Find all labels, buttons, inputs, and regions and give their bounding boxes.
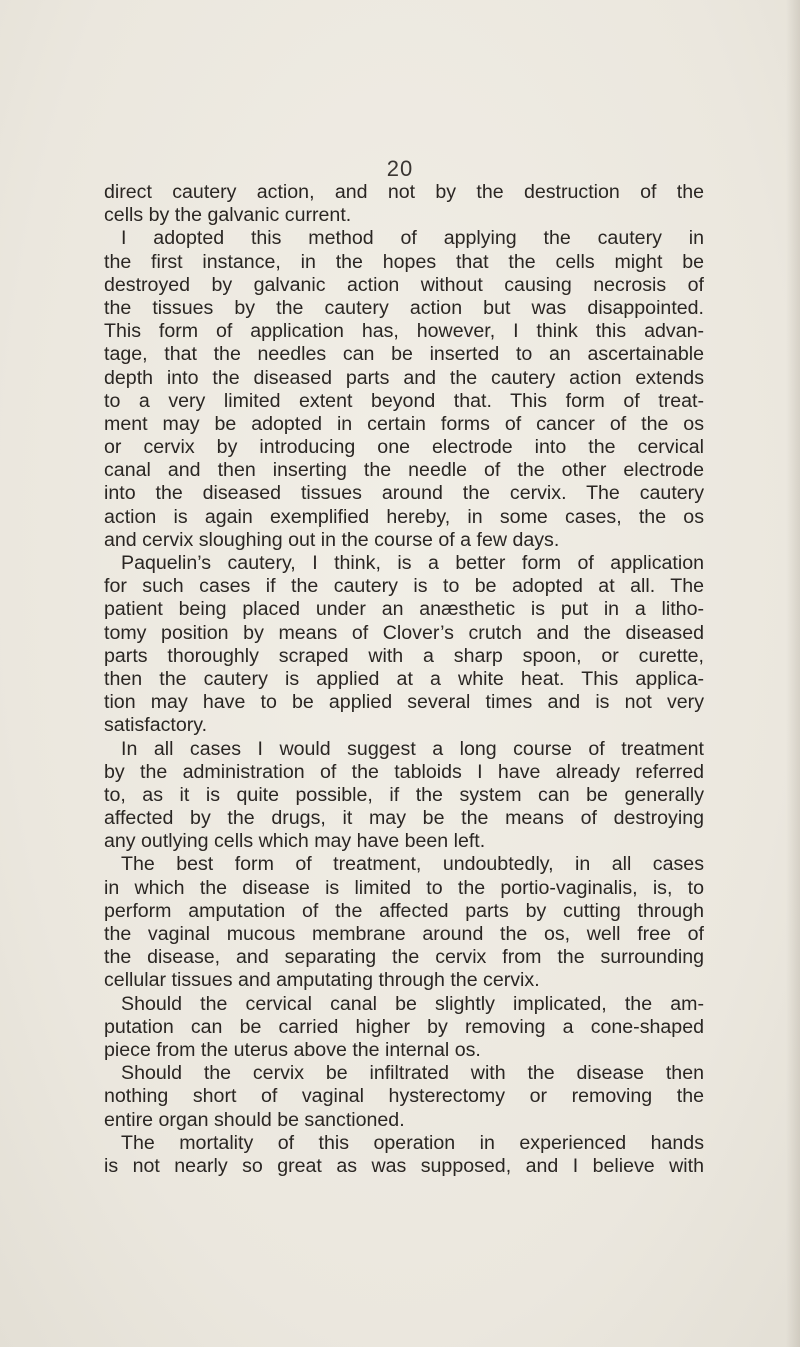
text-line: The mortality of this operation in experienced hands [121,1131,704,1154]
text-line: the disease, and separating the cervix from the surrounding [104,946,704,969]
text-line: cells by the galvanic current. [104,204,352,227]
text-line: to, as it is quite possible, if the system can be generally [104,783,704,806]
text-line: I adopted this method of applying the cautery in [121,227,704,250]
page-edge-shadow [786,0,800,1347]
text-line: parts thoroughly scraped with a sharp spoon, or curette, [104,644,704,667]
text-line: the tissues by the cautery action but was disappointed. [104,296,704,319]
text-line: action is again exemplified hereby, in some cases, the os [104,505,704,528]
text-line: tage, that the needles can be inserted to an ascertainable [104,343,704,366]
text-line: in which the disease is limited to the portio-vaginalis, is, to [104,876,704,899]
text-line: then the cautery is applied at a white heat. This applica- [104,667,704,690]
text-line: depth into the diseased parts and the cautery action extends [104,366,704,389]
text-line: or cervix by introducing one electrode into the cervical [104,436,704,459]
text-line: for such cases if the cautery is to be adopted at all. The [104,575,704,598]
text-line: any outlying cells which may have been left. [104,830,486,853]
text-line: and cervix sloughing out in the course of a few days. [104,528,560,551]
text-line: Should the cervix be infiltrated with the disease then [121,1062,704,1085]
text-line: This form of application has, however, I think this advan- [104,320,704,343]
text-line: nothing short of vaginal hysterectomy or removing the [104,1085,704,1108]
text-line: direct cautery action, and not by the destruction of the [104,181,704,203]
body-text [104,181,704,1178]
text-line: tomy position by means of Clover’s crutch and the diseased [104,621,704,644]
text-line: cellular tissues and amputating through the cervix. [104,969,540,992]
text-line: the vaginal mucous membrane around the os, well free of [104,923,704,945]
text-line: the first instance, in the hopes that the cells might be [104,250,704,273]
text-line: The best form of treatment, undoubtedly, in all cases [121,853,704,876]
text-line: perform amputation of the affected parts by cutting through [104,899,704,922]
text-line: ment may be adopted in certain forms of cancer of the os [104,412,704,435]
text-line: by the administration of the tabloids I have already referred [104,760,704,783]
text-line: destroyed by galvanic action without causing necrosis of [104,273,704,296]
text-line: In all cases I would suggest a long course of treatment [121,737,704,760]
text-line: piece from the uterus above the internal os. [104,1038,481,1061]
text-line: patient being placed under an anæsthetic is put in a litho- [104,598,704,621]
text-line: putation can be carried higher by removing a cone-shaped [104,1015,704,1038]
text-line: Paquelin’s cautery, I think, is a better form of application [121,552,704,574]
text-line: to a very limited extent beyond that. This form of treat- [104,389,704,412]
text-line: tion may have to be applied several times and is not very [104,691,704,714]
text-line: affected by the drugs, it may be the means of destroying [104,807,704,830]
text-line: canal and then inserting the needle of the other electrode [104,459,704,482]
text-line: into the diseased tissues around the cervix. The cautery [104,482,704,505]
text-line: Should the cervical canal be slightly implicated, the am- [121,992,704,1015]
page-number: 20 [386,156,414,181]
text-line: entire organ should be sanctioned. [104,1108,405,1131]
text-line: satisfactory. [104,714,208,737]
text-line: is not nearly so great as was supposed, and I believe with [104,1154,704,1177]
